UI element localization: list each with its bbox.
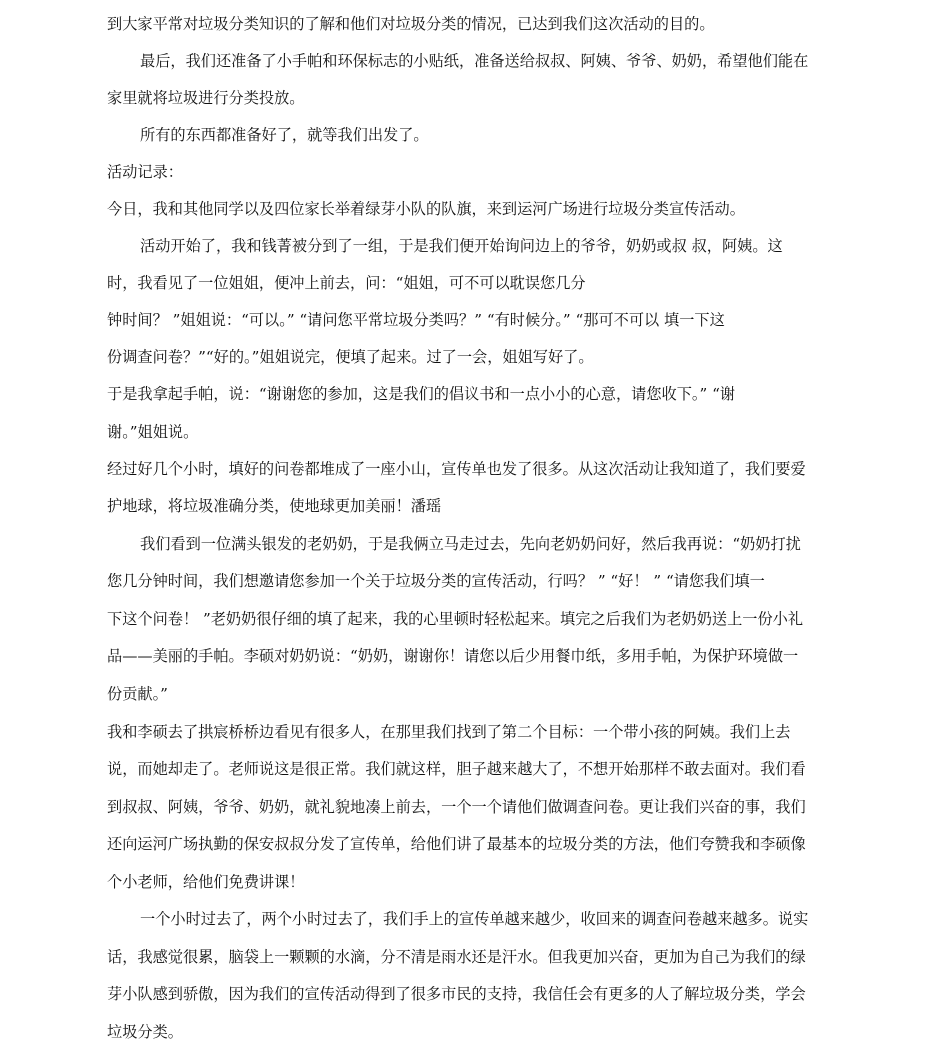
text-line: 到大家平常对垃圾分类知识的了解和他们对垃圾分类的情况，已达到我们这次活动的目的。 xyxy=(107,15,715,33)
text-line: 家里就将垃圾进行分类投放。 xyxy=(107,89,305,107)
text-line: 于是我拿起手帕，说：“谢谢您的参加，这是我们的倡议书和一点小小的心意，请您收下。” “谢 xyxy=(107,385,736,403)
text-line: 芽小队感到骄傲，因为我们的宣传活动得到了很多市民的支持，我信任会有更多的人了解垃圾分类，学会 xyxy=(107,985,806,1003)
text-line: 所有的东西都准备好了，就等我们出发了。 xyxy=(140,126,429,144)
text-line: 经过好几个小时，填好的问卷都堆成了一座小山，宣传单也发了很多。从这次活动让我知道了，我们要爱 xyxy=(107,460,806,478)
text-line: 最后，我们还准备了小手帕和环保标志的小贴纸，准备送给叔叔、阿姨、爷爷、奶奶，希望他们能在 xyxy=(140,52,809,70)
text-line: 护地球，将垃圾准确分类，使地球更加美丽！潘瑶 xyxy=(107,497,442,515)
text-line: 话，我感觉很累，脑袋上一颗颗的水滴，分不清是雨水还是汗水。但我更加兴奋，更加为自己为我们的绿 xyxy=(107,948,806,966)
text-line: 时，我看见了一位姐姐，便冲上前去，问：“姐姐，可不可以耽误您几分 xyxy=(107,274,586,292)
text-line: 一个小时过去了，两个小时过去了，我们手上的宣传单越来越少，收回来的调查问卷越来越多。说实 xyxy=(140,910,809,928)
text-line: 下这个问卷！ ”老奶奶很仔细的填了起来，我的心里顿时轻松起来。填完之后我们为老奶奶送上一份小礼 xyxy=(107,610,804,628)
text-line: 份调查问卷？”“好的。”姐姐说完，便填了起来。过了一会，姐姐写好了。 xyxy=(107,348,594,366)
text-line: 活动开始了，我和钱菁被分到了一组，于是我们便开始询问边上的爷爷，奶奶或叔 叔，阿姨。这 xyxy=(140,237,783,255)
text-line: 垃圾分类。 xyxy=(107,1023,183,1041)
text-line: 到叔叔、阿姨，爷爷、奶奶，就礼貌地凑上前去，一个一个请他们做调查问卷。更让我们兴奋的事，我们 xyxy=(107,798,806,816)
text-line: 谢。”姐姐说。 xyxy=(107,423,199,441)
text-line: 钟时间？ ”姐姐说：“可以。” “请问您平常垃圾分类吗？” “有时候分。” “那可不可以 填一下这 xyxy=(107,311,725,329)
text-line: 个小老师，给他们免费讲课！ xyxy=(107,873,305,891)
text-line: 品——美丽的手帕。李硕对奶奶说：“奶奶，谢谢你！请您以后少用餐巾纸，多用手帕，为保护环境做一 xyxy=(107,647,799,665)
text-line: 说，而她却走了。老师说这是很正常。我们就这样，胆子越来越大了，不想开始那样不敢去面对。我们看 xyxy=(107,760,806,778)
text-line: 份贡献。” xyxy=(107,685,168,703)
text-line: 您几分钟时间，我们想邀请您参加一个关于垃圾分类的宣传活动，行吗？ ” “好！ ” “请您我们填一 xyxy=(107,572,765,590)
section-label: 活动记录： xyxy=(107,163,183,181)
text-line: 还向运河广场执勤的保安叔叔分发了宣传单，给他们讲了最基本的垃圾分类的方法，他们夸赞我和李硕像 xyxy=(107,835,806,853)
text-line: 我和李硕去了拱宸桥桥边看见有很多人，在那里我们找到了第二个目标：一个带小孩的阿姨。我们上去 xyxy=(107,723,791,741)
text-line: 今日，我和其他同学以及四位家长举着绿芽小队的队旗，来到运河广场进行垃圾分类宣传活动。 xyxy=(107,200,745,218)
text-line: 我们看到一位满头银发的老奶奶，于是我俩立马走过去，先向老奶奶问好，然后我再说：“奶奶打扰 xyxy=(140,535,801,553)
